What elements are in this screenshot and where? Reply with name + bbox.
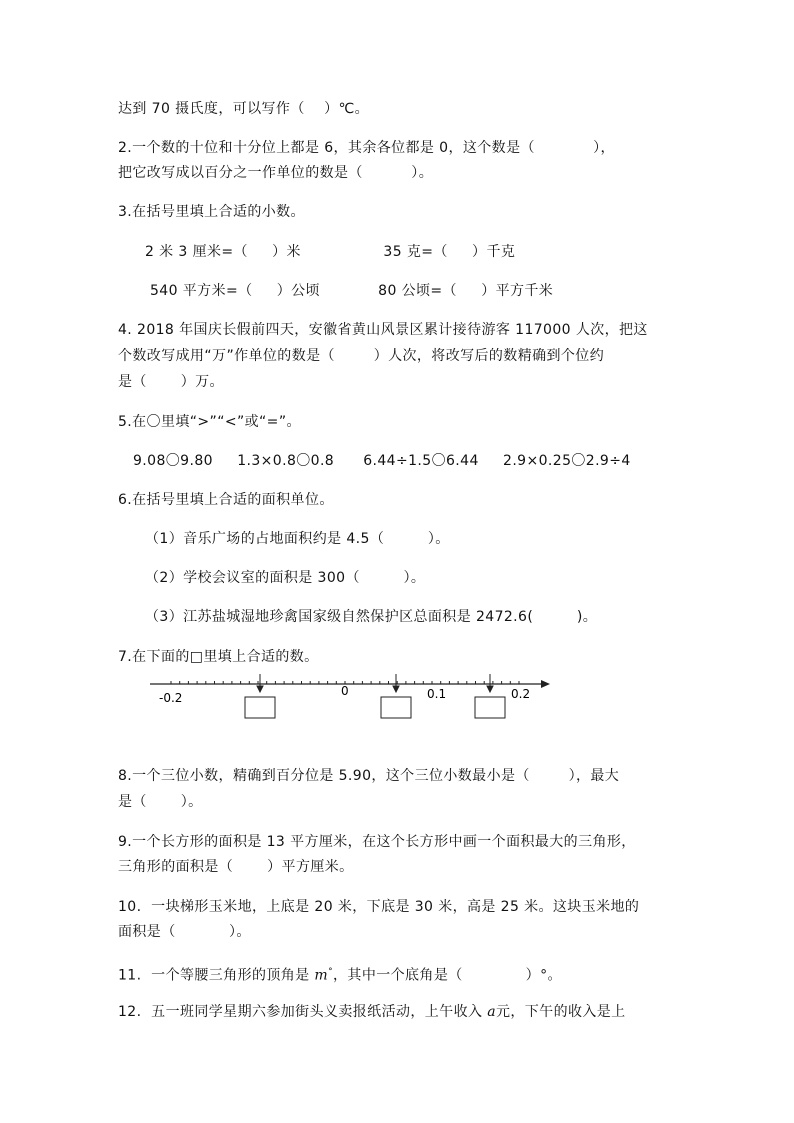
line-q1-end: 达到 70 摄氏度，可以写作（ ）℃。 xyxy=(118,101,370,117)
q11-prefix: 11. 一个等腰三角形的顶角是 xyxy=(118,967,315,984)
line-q6-item2: （2）学校会议室的面积是 300（ ）。 xyxy=(145,570,426,586)
pointer-arrowhead xyxy=(393,686,399,692)
line-q5-items: 9.08〇9.80 1.3×0.8〇0.8 6.44÷1.5〇6.44 2.9×0.25〇2.9÷4 xyxy=(133,453,631,469)
line-q11 xyxy=(118,963,562,985)
line-q12 xyxy=(118,1003,626,1021)
line-q3-row1: 2 米 3 厘米=（ ）米 35 克=（ ）千克 xyxy=(145,244,516,260)
answer-box-3 xyxy=(475,697,505,718)
line-q9-a: 9.一个长方形的面积是 13 平方厘米，在这个长方形中画一个面积最大的三角形， xyxy=(118,834,636,850)
line-q7-title: 7.在下面的□里填上合适的数。 xyxy=(118,649,319,665)
tick-label-02: 0.2 xyxy=(511,687,531,701)
line-q6-title: 6.在括号里填上合适的面积单位。 xyxy=(118,492,334,508)
line-q10-b: 面积是（ ）。 xyxy=(118,924,251,940)
line-q4-c: 是（ ）万。 xyxy=(118,374,224,390)
line-q8-b: 是（ ）。 xyxy=(118,794,203,810)
line-q4-b: 个数改写成用“万”作单位的数是（ ）人次，将改写后的数精确到个位约 xyxy=(118,348,605,364)
line-q5-title: 5.在〇里填“>”“<”或“=”。 xyxy=(118,414,301,430)
q11-degree: ° xyxy=(328,967,334,977)
q12-variable-a: a xyxy=(487,1004,496,1020)
q12-prefix: 12. 五一班同学星期六参加街头义卖报纸活动，上午收入 xyxy=(118,1004,488,1020)
tick-label-0: 0 xyxy=(341,684,349,698)
line-q9-b: 三角形的面积是（ ）平方厘米。 xyxy=(118,859,354,875)
line-q3-row2: 540 平方米=（ ）公顷 80 公顷=（ ）平方千米 xyxy=(150,283,554,299)
line-q2-b: 把它改写成以百分之一作单位的数是（ ）。 xyxy=(118,165,434,181)
tick-label-neg02: -0.2 xyxy=(159,691,183,705)
line-q3-title: 3.在括号里填上合适的小数。 xyxy=(118,204,305,220)
line-q8-a: 8.一个三位小数，精确到百分位是 5.90，这个三位小数最小是（ ），最大 xyxy=(118,768,620,784)
answer-box-2 xyxy=(381,697,411,718)
line-q6-item3: （3）江苏盐城湿地珍禽国家级自然保护区总面积是 2472.6( )。 xyxy=(145,609,598,625)
q12-suffix: 元，下午的收入是上 xyxy=(495,1004,626,1020)
pointer-arrowhead xyxy=(257,686,263,692)
line-q10-a: 10. 一块梯形玉米地，上底是 20 米，下底是 30 米，高是 25 米。这块玉米地的 xyxy=(118,899,640,915)
number-line xyxy=(145,672,555,722)
line-q4-a: 4. 2018 年国庆长假前四天，安徽省黄山风景区累计接待游客 117000 人次，把这 xyxy=(118,322,648,338)
line-q6-item1: （1）音乐广场的占地面积约是 4.5（ ）。 xyxy=(145,531,450,547)
line-q2-a: 2.一个数的十位和十分位上都是 6，其余各位都是 0，这个数是（ ）， xyxy=(118,140,615,156)
number-line-arrowhead xyxy=(541,680,550,688)
tick-label-01: 0.1 xyxy=(427,687,447,701)
answer-box-1 xyxy=(245,697,275,718)
q11-suffix: ，其中一个底角是（ ）°。 xyxy=(333,967,562,984)
q11-variable-m: m xyxy=(314,967,329,984)
pointer-arrowhead xyxy=(487,686,493,692)
